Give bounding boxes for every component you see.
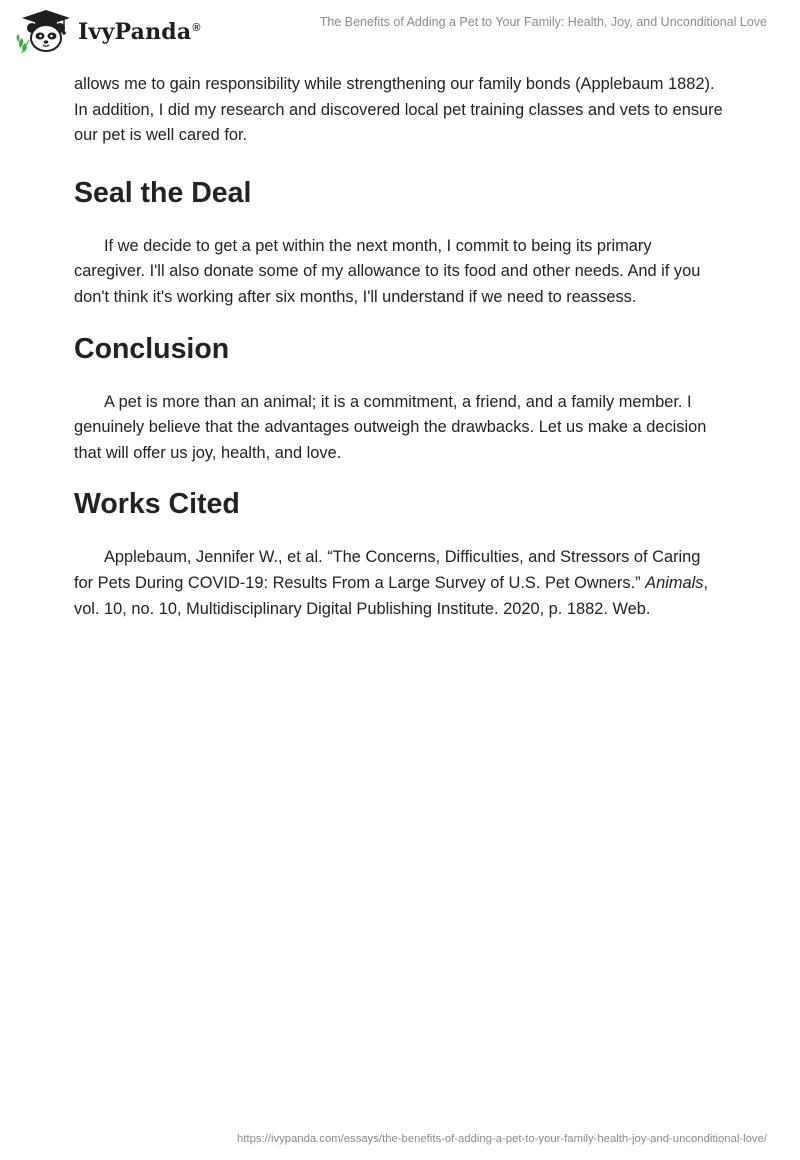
logo-wordmark: IvyPanda® <box>78 19 201 45</box>
citation-journal: Animals <box>645 573 704 592</box>
registered-mark: ® <box>192 21 201 34</box>
panda-graduate-icon <box>14 8 74 54</box>
citation-text: Applebaum, Jennifer W., et al. “The Concerns, Difficulties, and Stressors of Caring for Pets During COVID-19: Results From a Large Survey of U.S. Pet Owners.” <box>74 548 701 592</box>
section-heading-seal-the-deal: Seal the Deal <box>74 176 252 209</box>
section-heading-works-cited: Works Cited <box>74 488 240 521</box>
citation-details: , vol. 10, no. 10, Multidisciplinary Digital Publishing Institute. 2020, p. 1882. Web. <box>74 573 708 618</box>
conclusion-paragraph: A pet is more than an animal; it is a commitment, a friend, and a family member. I genuinely believe that the advantages outweigh the drawbacks. Let us make a decision that will offer us joy, health, and love. <box>74 392 707 462</box>
footer-source-url[interactable]: https://ivypanda.com/essays/the-benefits-of-adding-a-pet-to-your-family-health-joy-and-unconditional-love/ <box>237 1133 767 1145</box>
section-heading-conclusion: Conclusion <box>74 332 230 365</box>
page-header <box>0 0 800 66</box>
document-title: The Benefits of Adding a Pet to Your Family: Health, Joy, and Unconditional Love <box>319 15 767 29</box>
continued-paragraph: allows me to gain responsibility while strengthening our family bonds (Applebaum 1882). In addition, I did my research and discovered local pet training classes and vets to ensure our pet is well cared for. <box>74 75 723 145</box>
works-cited-entry <box>74 545 724 622</box>
ivypanda-logo[interactable] <box>14 8 201 54</box>
essay-content <box>74 72 724 622</box>
seal-the-deal-paragraph: If we decide to get a pet within the next month, I commit to being its primary caregiver. I'll also donate some of my allowance to its food and other needs. And if you don't think it's working after six months, I'll understand if we need to reassess. <box>74 236 701 306</box>
